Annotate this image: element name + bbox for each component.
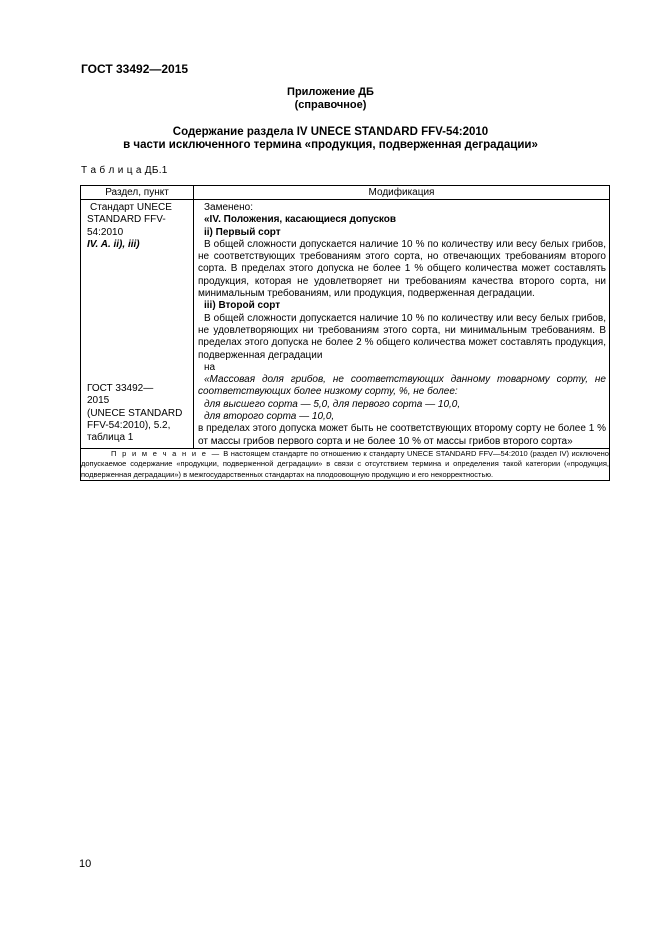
table-label: Т а б л и ц а ДБ.1 xyxy=(81,165,168,176)
table-row xyxy=(81,200,610,449)
section-ref-line: (UNECE STANDARD xyxy=(87,407,183,419)
second-grade-text: В общей сложности допускается наличие 10 % по количеству или весу белых грибов, не удовлетворяющих ни требованиям этого сорта, ни минимальным требованиям. В пределах этого допуска не более 2 % общего количества может составлять продукция, подверженная деградации xyxy=(198,312,606,361)
replacement-on-label: на xyxy=(204,361,216,373)
section-cell xyxy=(81,200,194,449)
page-number: 10 xyxy=(79,858,92,870)
tolerances-heading: «IV. Положения, касающиеся допусков xyxy=(204,214,397,226)
second-grade-heading: iii) Второй сорт xyxy=(204,300,281,312)
appendix-subtitle: (справочное) xyxy=(294,99,367,111)
note-row xyxy=(81,448,610,481)
column-header-section: Раздел, пункт xyxy=(81,186,194,200)
section-title-line1: Содержание раздела IV UNECE STANDARD FFV-54:2010 xyxy=(172,126,489,138)
section-ref-line: STANDARD FFV- xyxy=(87,214,166,226)
section-ref-line: 54:2010 xyxy=(87,226,124,238)
tolerance-text: в пределах этого допуска может быть не соответствующих второму сорту не более 1 % от массы грибов первого сорта и не более 10 % от массы грибов второго сорта» xyxy=(198,423,606,447)
first-grade-text: В общей сложности допускается наличие 10 % по количеству или весу белых грибов, не соответствующих требованиям этого сорта, но отвечающих требованиям второго сорта. В пределах этого допуска не более 1 % общего количества может составлять продукция, которая не удовлетворяет ни требованиям качества второго сорта, ни минимальным требованиям, или продукция, подверженная деградации. xyxy=(198,238,606,300)
appendix-title: Приложение ДБ xyxy=(287,86,374,98)
modification-table xyxy=(80,185,610,481)
document-header: ГОСТ 33492—2015 xyxy=(81,62,189,76)
first-grade-heading: ii) Первый сорт xyxy=(204,226,281,238)
mass-fraction-text: «Массовая доля грибов, не соответствующих данному товарному сорту, не соответствующих более низкому сорту, %, не более: xyxy=(198,374,606,398)
table-note xyxy=(81,448,610,481)
section-ref-line: Стандарт UNECE xyxy=(90,202,172,213)
modification-cell xyxy=(194,200,610,449)
section-ref-line: 2015 xyxy=(87,395,110,407)
note-label: П р и м е ч а н и е — xyxy=(111,448,221,458)
table-header-row xyxy=(81,186,610,200)
highest-first-grade-values: для высшего сорта — 5,0, для первого сорта — 10,0, xyxy=(204,398,461,410)
replaced-label: Заменено: xyxy=(204,202,253,213)
section-ref-line: IV. A. ii), iii) xyxy=(87,238,140,250)
section-title-line2: в части исключенного термина «продукция, подверженная деградации» xyxy=(123,139,538,151)
column-header-modification: Модификация xyxy=(194,186,610,200)
second-grade-value: для второго сорта — 10,0, xyxy=(204,411,335,423)
section-ref-line: таблица 1 xyxy=(87,432,134,444)
section-ref-line: ГОСТ 33492— xyxy=(87,383,154,395)
note-text: В настоящем стандарте по отношению к стандарту UNECE STANDARD FFV—54:2010 (раздел IV) исключено допускаемое содержание «продукции, подверженной деградации» в связи с отсутствием термина и определения такой категории («продукция, подверженная деградации») в межгосударственных стандартах на плодоовощную продукцию и его некорректностью. xyxy=(81,448,609,479)
section-ref-line: FFV-54:2010), 5.2, xyxy=(87,420,171,432)
